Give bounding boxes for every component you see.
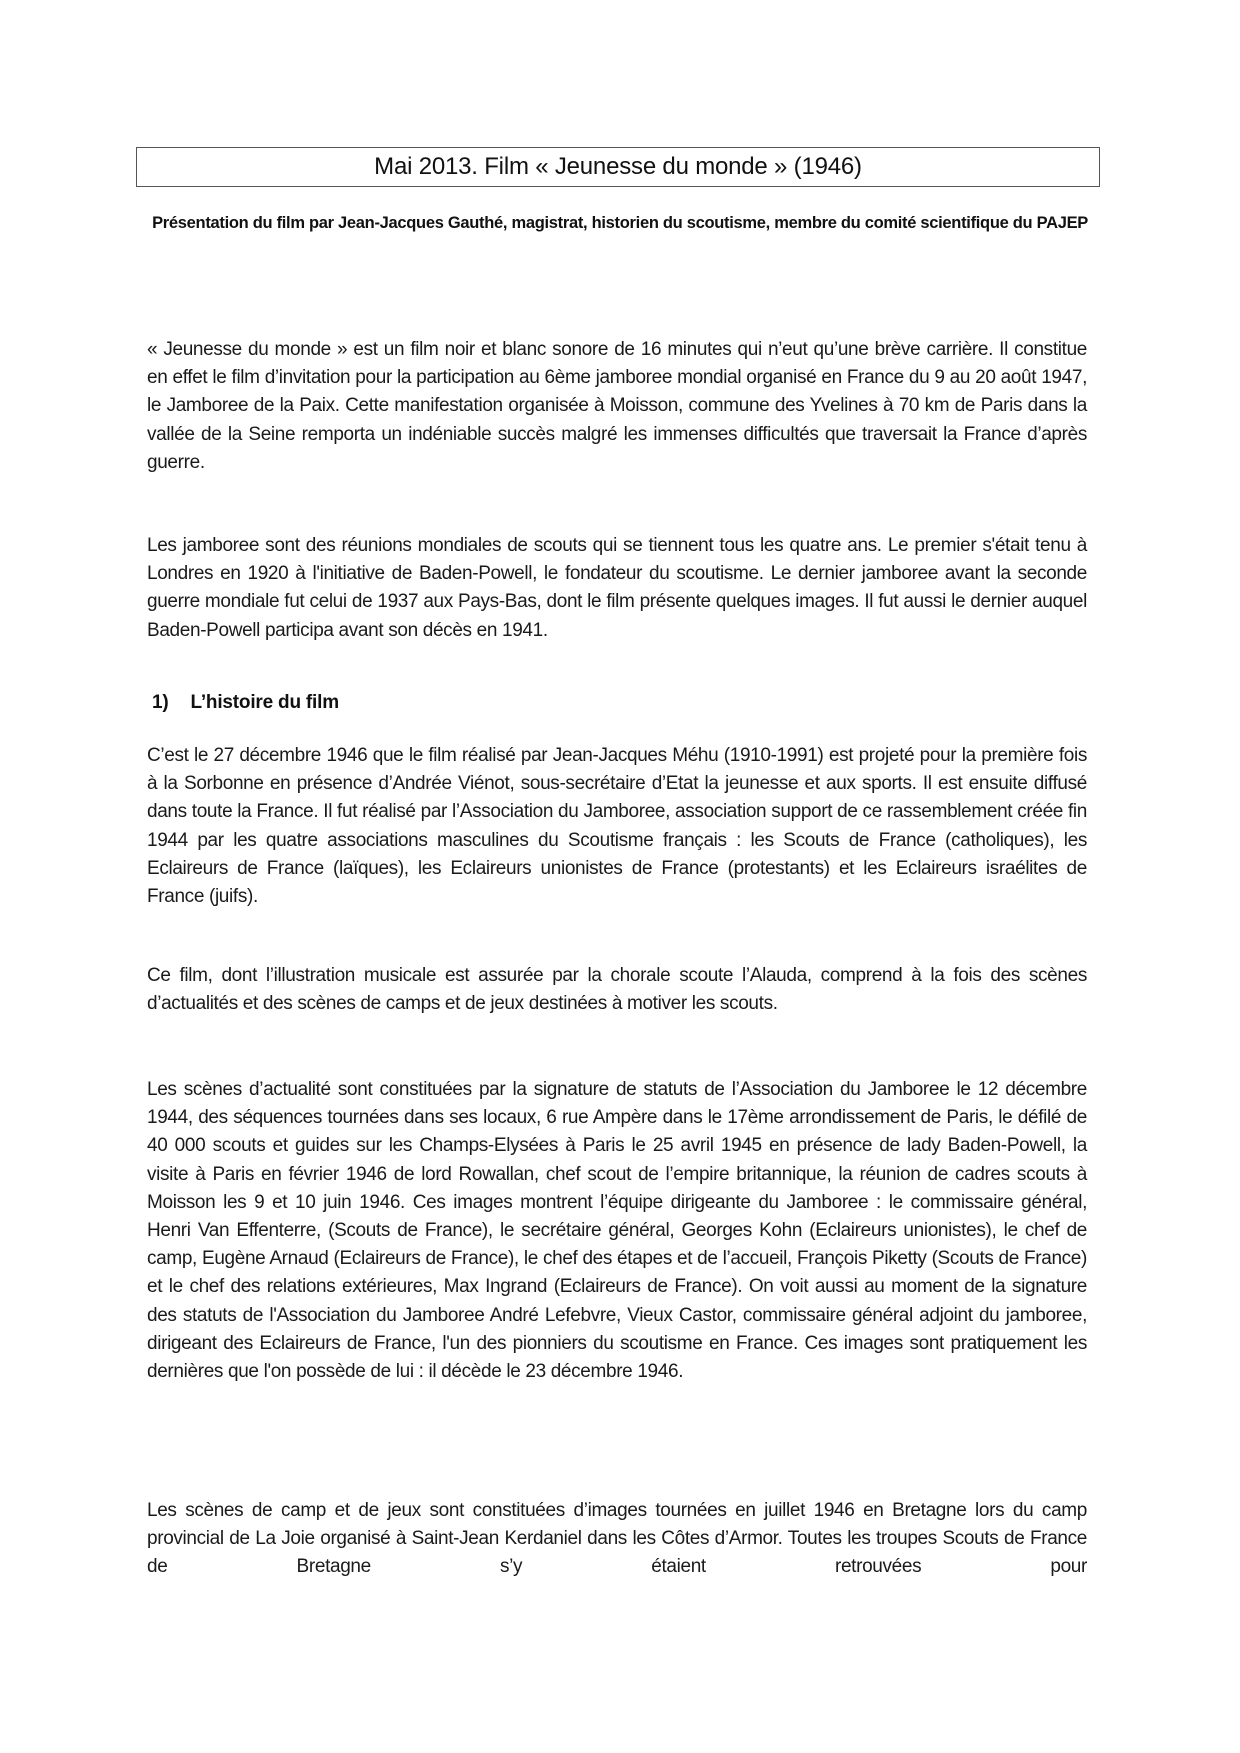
paragraph: C’est le 27 décembre 1946 que le film réalisé par Jean-Jacques Méhu (1910-1991) est projeté pour la première fois à la Sorbonne en présence d’Andrée Viénot, sous-secrétaire d’Etat la jeunesse et aux sports. Il est ensuite diffusé dans toute la France. Il fut réalisé par l’Association du Jamboree, association support de ce rassemblement créée fin 1944 par les quatre associations masculines du Scoutisme français : les Scouts de France (catholiques), les Eclaireurs de France (laïques), les Eclaireurs unionistes de France (protestants) et les Eclaireurs israélites de France (juifs). — [147, 745, 1087, 908]
paragraph-camp-scenes — [147, 1497, 1087, 1582]
paragraph: Ce film, dont l’illustration musicale est assurée par la chorale scoute l’Alauda, comprend à la fois des scènes d’actualités et des scènes de camps et de jeux destinées à motiver les scouts. — [147, 965, 1087, 1015]
section-number: 1) — [152, 692, 169, 713]
section-heading — [152, 692, 339, 714]
section-title: L’histoire du film — [190, 692, 339, 713]
paragraph-history — [147, 742, 1087, 911]
document-title: Mai 2013. Film « Jeunesse du monde » (1946) — [374, 153, 862, 180]
paragraph: Les scènes d’actualité sont constituées par la signature de statuts de l’Association du Jamboree le 12 décembre 1944, des séquences tournées dans ses locaux, 6 rue Ampère dans le 17ème arrondissement de Paris, le défilé de 40 000 scouts et guides sur les Champs-Elysées à Paris le 25 avril 1945 en présence de lady Baden-Powell, la visite à Paris en février 1946 de lord Rowallan, chef scout de l’empire britannique, la réunion de cadres scouts à Moisson les 9 et 10 juin 1946. Ces images montrent l’équipe dirigeante du Jamboree : le commissaire général, Henri Van Effenterre, (Scouts de France), le secrétaire général, Georges Kohn (Eclaireurs unionistes), le chef de camp, Eugène Arnaud (Eclaireurs de France), le chef des étapes et de l’accueil, François Piketty (Scouts de France) et le chef des relations extérieures, Max Ingrand (Eclaireurs de France). On voit aussi au moment de la signature des statuts de l'Association du Jamboree André Lefebvre, Vieux Castor, commissaire général adjoint du jamboree, dirigeant des Eclaireurs de France, l'un des pionniers du scoutisme en France. Ces images sont pratiquement les dernières que l'on possède de lui : il décède le 23 décembre 1946. — [147, 1079, 1087, 1383]
paragraph-intro — [147, 336, 1087, 477]
paragraph-news-scenes — [147, 1076, 1087, 1386]
paragraph: Les jamboree sont des réunions mondiales de scouts qui se tiennent tous les quatre ans. Le premier s'était tenu à Londres en 1920 à l'initiative de Baden-Powell, le fondateur du scoutisme. Le dernier jamboree avant la seconde guerre mondiale fut celui de 1937 aux Pays-Bas, dont le film présente quelques images. Il fut aussi le dernier auquel Baden-Powell participa avant son décès en 1941. — [147, 535, 1087, 641]
paragraph-jamboree — [147, 532, 1087, 645]
paragraph: Les scènes de camp et de jeux sont constituées d’images tournées en juillet 1946 en Bretagne lors du camp provincial de La Joie organisé à Saint-Jean Kerdaniel dans les Côtes d’Armor. Toutes les troupes Scouts de France de Bretagne s’y étaient retrouvées pour — [147, 1500, 1087, 1578]
paragraph: « Jeunesse du monde » est un film noir et blanc sonore de 16 minutes qui n’eut qu’une brève carrière. Il constitue en effet le film d’invitation pour la participation au 6ème jamboree mondial organisé en France du 9 au 20 août 1947, le Jamboree de la Paix. Cette manifestation organisée à Moisson, commune des Yvelines à 70 km de Paris dans la vallée de la Seine remporta un indéniable succès malgré les immenses difficultés que traversait la France d’après guerre. — [147, 339, 1087, 473]
paragraph-music — [147, 962, 1087, 1018]
document-subtitle: Présentation du film par Jean-Jacques Gauthé, magistrat, historien du scoutisme, membre du comité scientifique du PAJEP — [152, 214, 1088, 232]
title-box — [136, 147, 1100, 187]
